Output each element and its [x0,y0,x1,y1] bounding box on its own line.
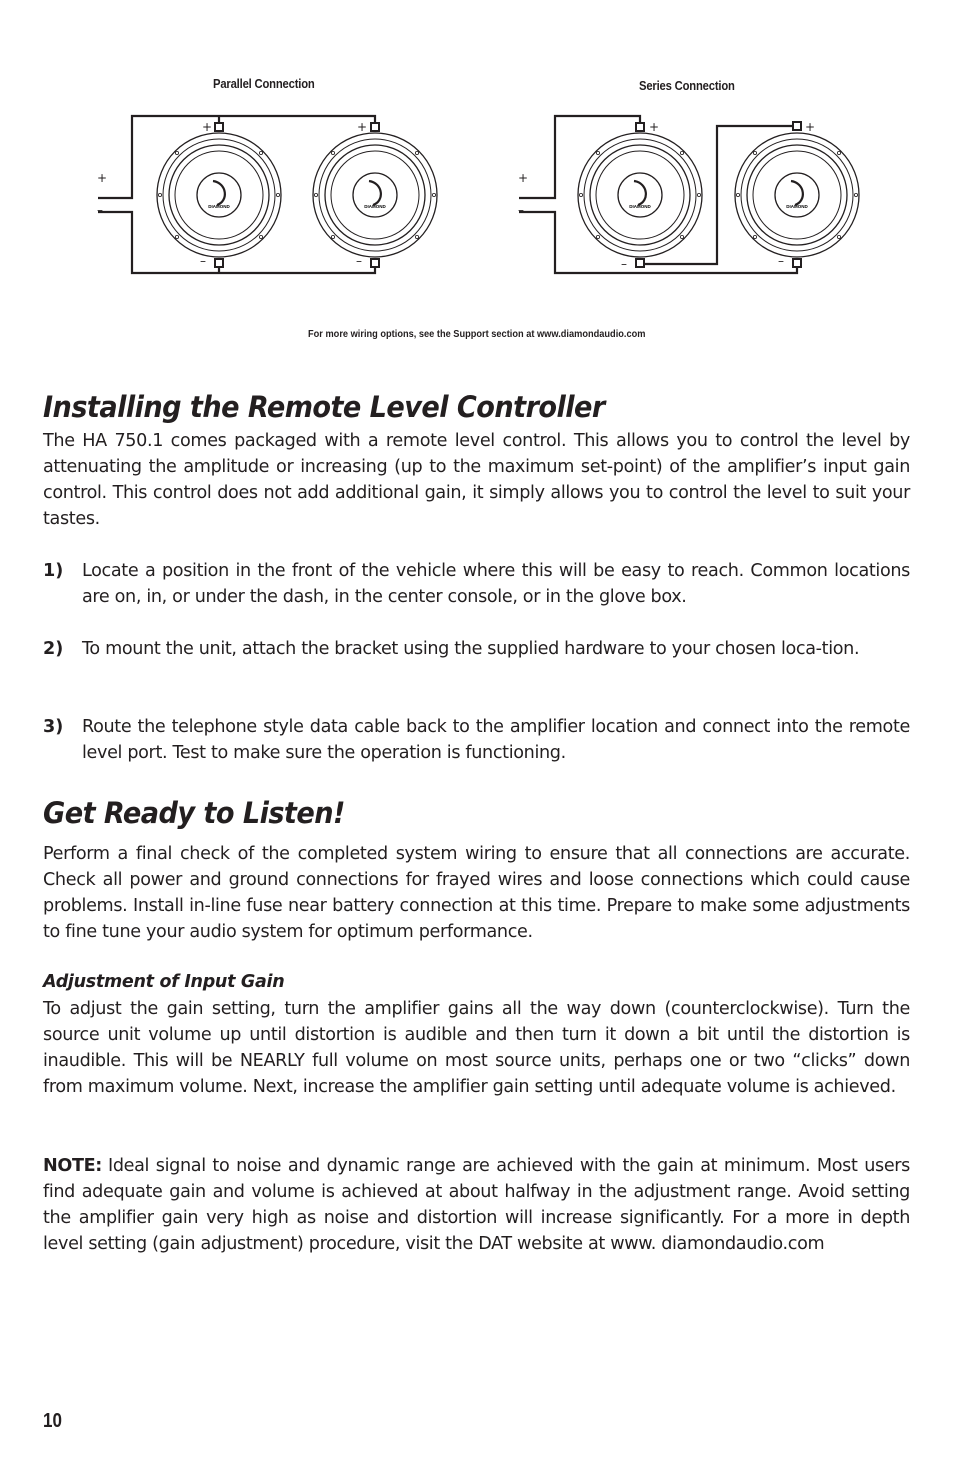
minus-label: – [621,257,627,271]
step-number: 3) [43,717,64,737]
note-text: Ideal signal to noise and dynamic range are achieved with the gain at minimum. Most users find adequate gain and volume is achieved at about halfway in the adjustment range. Avoid setting the amplifier gain very high as noise and distortion will increase significantly. For a more in depth level setting (gain adjustment) procedure, visit the DAT website at www. diamondaudio.com [43,1156,910,1254]
wiring-diagrams [0,0,954,300]
get-ready-heading: Get Ready to Listen! [43,796,345,830]
note-label: NOTE: [43,1156,102,1176]
minus-label: – [778,254,784,268]
step-2 [43,636,910,662]
parallel-wires [98,116,375,273]
step-1 [43,558,910,610]
page-number: 10 [43,1410,62,1432]
plus-input-label: + [97,171,108,185]
wiring-footnote: For more wiring options, see the Support section at www.diamondaudio.com [308,328,646,340]
speaker-2 [313,133,437,257]
step-number: 2) [43,639,64,659]
speaker-1 [157,133,281,257]
remote-controller-intro: The HA 750.1 comes packaged with a remote level control. This allows you to control the level by attenuating the amplitude or increasing (up to the maximum set-point) of the amplifier’s input gain control. This control does not add additional gain, it simply allows you to control the level to suit your tastes. [43,431,910,529]
step-text: Route the telephone style data cable back to the amplifier location and connect into the remote level port. Test to make sure the operation is functioning. [82,717,910,763]
plus-label: + [357,120,368,134]
parallel-connection-title: Parallel Connection [213,77,315,91]
speaker-brand: DIAMOND [786,204,808,209]
series-wires [519,116,797,273]
plus-label: + [649,120,660,134]
get-ready-intro: Perform a final check of the completed system wiring to ensure that all connections are accurate. Check all power and ground connections for frayed wires and loose connections which could cause problems. Install in-line fuse near battery connection at this time. Prepare to make some adjustments to fine tune your audio system for optimum performance. [43,844,910,942]
terminals [215,122,801,267]
plus-label: + [202,120,213,134]
step-number: 1) [43,561,64,581]
minus-input-label: – [97,203,103,217]
speaker-brand: DIAMOND [629,204,651,209]
input-gain-text: To adjust the gain setting, turn the amplifier gains all the way down (counterclockwise). Turn the source unit volume up until distortion is audible and then turn it down a bit until the distortion is inaudible. This will be NEARLY full volume on most source units, perhaps one or two “clicks” down from maximum volume. Next, increase the amplifier gain setting until adequate volume is achieved. [43,999,910,1097]
plus-input-label: + [518,171,529,185]
series-connection-title: Series Connection [639,79,735,93]
minus-label: – [200,254,206,268]
remote-controller-heading: Installing the Remote Level Controller [43,390,605,424]
step-text: To mount the unit, attach the bracket using the supplied hardware to your chosen loca-tion. [82,639,860,659]
input-gain-subheading: Adjustment of Input Gain [43,972,285,992]
plus-label: + [805,120,816,134]
polarity-labels [97,120,815,271]
step-3 [43,714,910,766]
speaker-4 [735,133,859,257]
minus-input-label: – [518,203,524,217]
minus-label: – [356,254,362,268]
step-text: Locate a position in the front of the vehicle where this will be easy to reach. Common locations are on, in, or under the dash, in the center console, or in the glove box. [82,561,910,607]
speaker-brand: DIAMOND [364,204,386,209]
speaker-3 [578,133,702,257]
note-paragraph [43,1153,910,1257]
speaker-brand: DIAMOND [208,204,230,209]
